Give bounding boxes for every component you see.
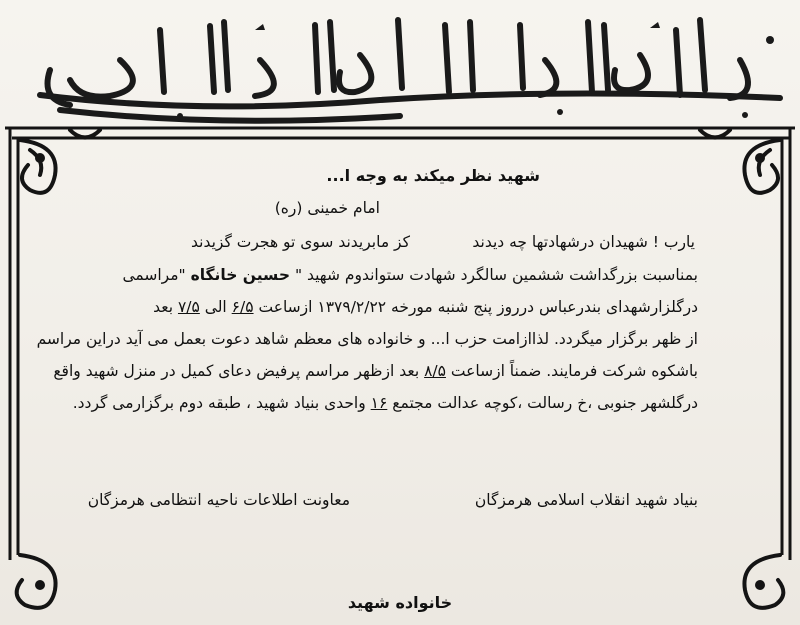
body-line-4-end: بعد ازظهر مراسم پرفیض دعای کمیل در منزل شهید واقع [53, 362, 420, 380]
body-line-1 [120, 265, 698, 285]
poem-left-hemistich: کز مابریدند سوی تو هجرت گزیدند [191, 233, 410, 251]
body-line-5-end: واحدی بنیاد شهید ، طبقه دوم برگزارمی گردد. [72, 394, 366, 412]
body-line-1-start: بمناسبت بزرگداشت ششمین سالگرد شهادت ستواندوم شهید " [294, 266, 698, 284]
signature-police-intelligence: معاونت اطلاعات ناحیه انتظامی هرمزگان [87, 491, 350, 509]
end-time: ۷/۵ [177, 298, 200, 316]
body-line-2 [80, 297, 698, 317]
martyr-name: حسین خانگاه [190, 266, 290, 284]
bismillah-calligraphy [0, 0, 800, 130]
quote-text: شهید نظر میکند به وجه ا... [326, 166, 540, 185]
body-line-4 [50, 361, 698, 381]
complex-number: ۱۶ [370, 394, 388, 412]
body-line-4-start: باشکوه شرکت فرمایند. ضمناً ازساعت [450, 362, 698, 380]
signature-family: خانواده شهید [347, 593, 453, 612]
poem-right-hemistich: یارب ! شهیدان درشهادتها چه دیدند [472, 233, 695, 251]
quote-author: امام خمینی (ره) [274, 199, 380, 217]
body-line-2-to: الی [204, 298, 227, 316]
body-line-3: از ظهر برگزار میگردد. لذاازامت حزب ا... و خانواده های معظم شاهد دعوت بعمل می آید دراین مراسم [36, 330, 698, 348]
signature-martyr-foundation: بنیاد شهید انقلاب اسلامی هرمزگان [474, 491, 698, 509]
kumeil-time: ۸/۵ [424, 362, 446, 380]
start-time: ۶/۵ [231, 298, 254, 316]
body-line-5-start: درگلشهر جنوبی ،خ رسالت ،کوچه عدالت مجتمع [392, 394, 698, 412]
body-line-2-start: درگلزارشهدای بندرعباس درروز پنج شنبه مورخه ۱۳۷۹/۲/۲۲ ازساعت [258, 298, 698, 316]
body-line-5 [50, 393, 698, 413]
body-line-1-end: "مراسمی [122, 266, 186, 284]
body-line-2-end: بعد [153, 298, 174, 316]
